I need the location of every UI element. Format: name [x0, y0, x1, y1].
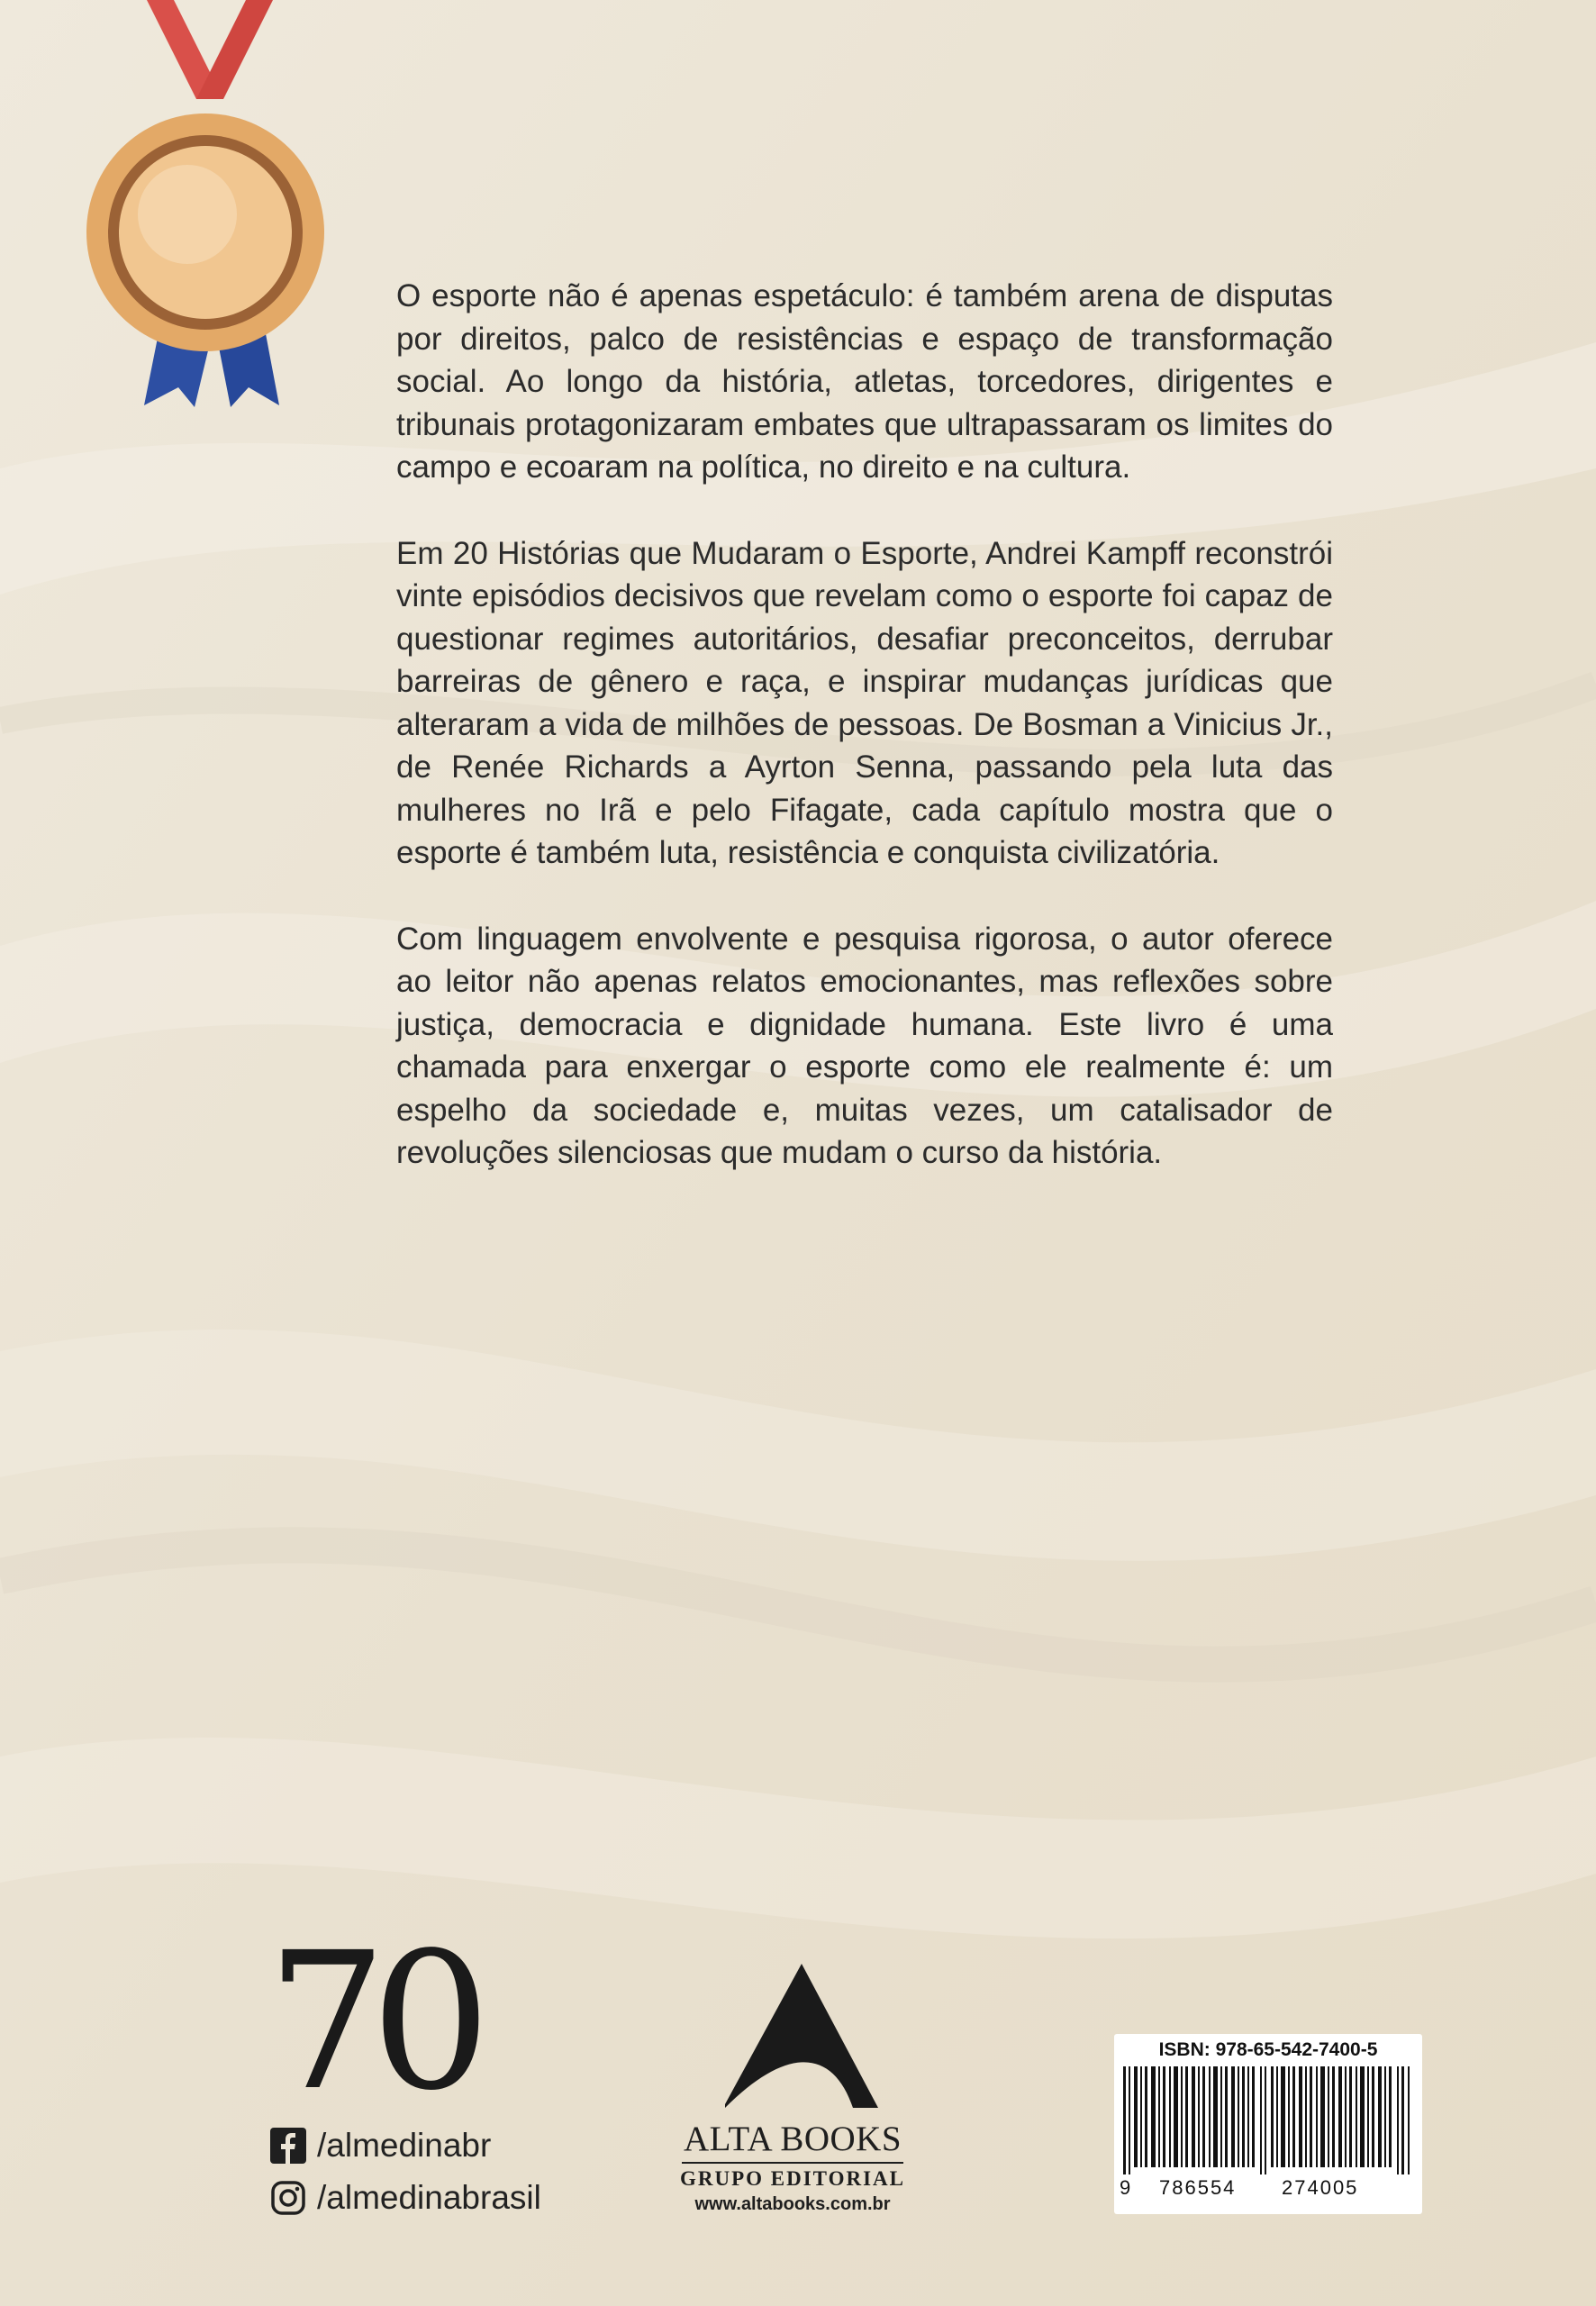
instagram-icon [270, 2180, 306, 2216]
facebook-link[interactable] [270, 2126, 491, 2165]
isbn-label: ISBN: 978-65-542-7400-5 [1158, 2039, 1378, 2060]
instagram-link[interactable] [270, 2178, 541, 2218]
alta-books-url: www.altabooks.com.br [694, 2194, 891, 2214]
instagram-handle: /almedinabrasil [317, 2179, 541, 2216]
blurb-paragraph-1: O esporte não é apenas espetáculo: é também arena de disputas por direitos, palco de resistências e espaço de transformação social. Ao longo da história, atletas, torcedores, dirigentes e tribunais protagonizaram embates que ultrapassaram os limites do campo e ecoaram na política, no direito e na cultura. [396, 278, 1333, 485]
isbn-digits-left: 786554 [1159, 2176, 1237, 2199]
blurb-paragraph-3: Com linguagem envolvente e pesquisa rigorosa, o autor oferece ao leitor não apenas relatos emocionantes, mas reflexões sobre justiça, democracia e dignidade humana. Este livro é uma chamada para enxergar o esporte como ele realmente é: um espelho da sociedade e, muitas vezes, um catalisador de revoluções silenciosas que mudam o curso da história. [396, 921, 1333, 1170]
alta-books-logo [671, 1964, 923, 2216]
medal-icon [79, 0, 340, 423]
isbn-digits-right: 274005 [1282, 2176, 1359, 2199]
facebook-icon [270, 2128, 306, 2164]
alta-books-mark-icon [725, 1964, 878, 2108]
isbn-barcode-block [1114, 2034, 1422, 2214]
edicoes-70-logo: 70 [267, 1937, 476, 2108]
blurb-paragraph-2: Em 20 Histórias que Mudaram o Esporte, Andrei Kampff reconstrói vinte episódios decisivos que revelam como o esporte foi capaz de questionar regimes autoritários, desafiar preconceitos, derrubar barreiras de gênero e raça, e inspirar mudanças jurídicas que alteraram a vida de milhões de pessoas. De Bosman a Vinicius Jr., de Renée Richards a Ayrton Senna, passando pela luta das mulheres no Irã e pelo Fifagate, cada capítulo mostra que o esporte é também luta, resistência e conquista civilizatória. [396, 535, 1333, 870]
alta-books-subtitle: GRUPO EDITORIAL [679, 2167, 906, 2190]
back-cover-blurb [396, 275, 1333, 1218]
alta-books-name: ALTA BOOKS [683, 2120, 902, 2158]
alta-books-divider [682, 2162, 903, 2164]
isbn-digit-first: 9 [1120, 2176, 1131, 2199]
barcode [1123, 2066, 1411, 2174]
facebook-handle: /almedinabr [317, 2127, 492, 2164]
